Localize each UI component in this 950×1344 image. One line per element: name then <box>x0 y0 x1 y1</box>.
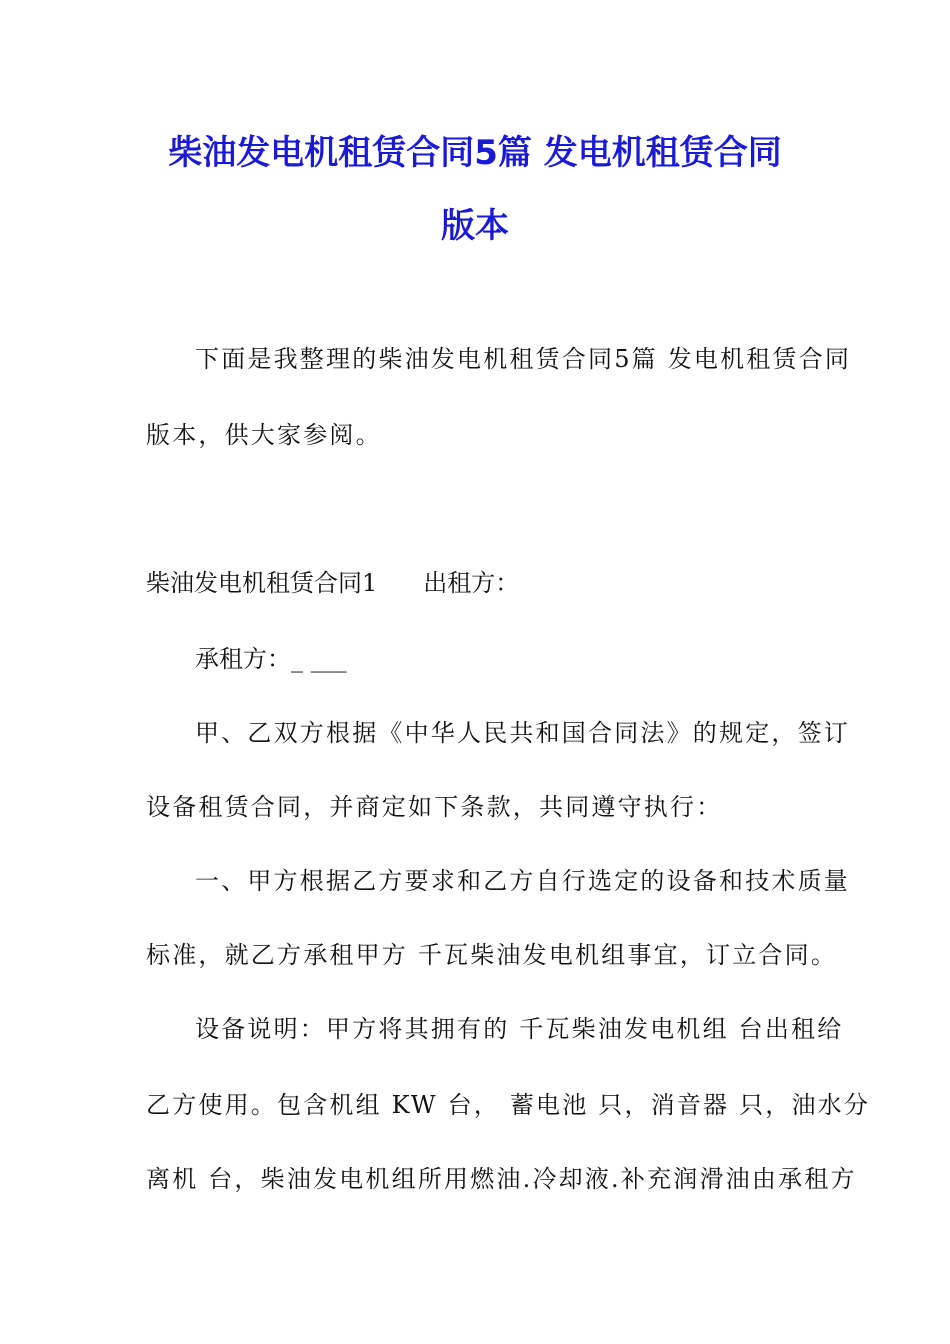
paragraph-1-line-2: 设备租赁合同，并商定如下条款，共同遵守执行： <box>146 793 723 821</box>
paragraph-3-line-1: 设备说明：甲方将其拥有的 千瓦柴油发电机组 台出租给 <box>195 1015 844 1043</box>
intro-line-1: 下面是我整理的柴油发电机租赁合同5篇 发电机租赁合同 <box>195 345 852 373</box>
document-title-line-2: 版本 <box>441 206 509 246</box>
lessor-label: 出租方： <box>423 569 520 597</box>
intro-line-2: 版本，供大家参阅。 <box>146 421 382 449</box>
contract-heading: 柴油发电机租赁合同1 <box>146 569 378 597</box>
contract-heading-row <box>146 568 519 598</box>
paragraph-2-line-1: 一、甲方根据乙方要求和乙方自行选定的设备和技术质量 <box>195 867 850 895</box>
lessee-line: 承租方：_ ___ <box>195 645 347 673</box>
paragraph-3-line-3: 离机 台，柴油发电机组所用燃油.冷却液.补充润滑油由承租方 <box>146 1165 857 1193</box>
paragraph-1-line-1: 甲、乙双方根据《中华人民共和国合同法》的规定，签订 <box>195 719 850 747</box>
paragraph-3-line-2: 乙方使用。包含机组 KW 台， 蓄电池 只，消音器 只，油水分 <box>146 1091 871 1119</box>
paragraph-2-line-2: 标准，就乙方承租甲方 千瓦柴油发电机组事宜，订立合同。 <box>146 941 838 969</box>
document-title-line-1: 柴油发电机租赁合同5篇 发电机租赁合同 <box>168 133 782 173</box>
